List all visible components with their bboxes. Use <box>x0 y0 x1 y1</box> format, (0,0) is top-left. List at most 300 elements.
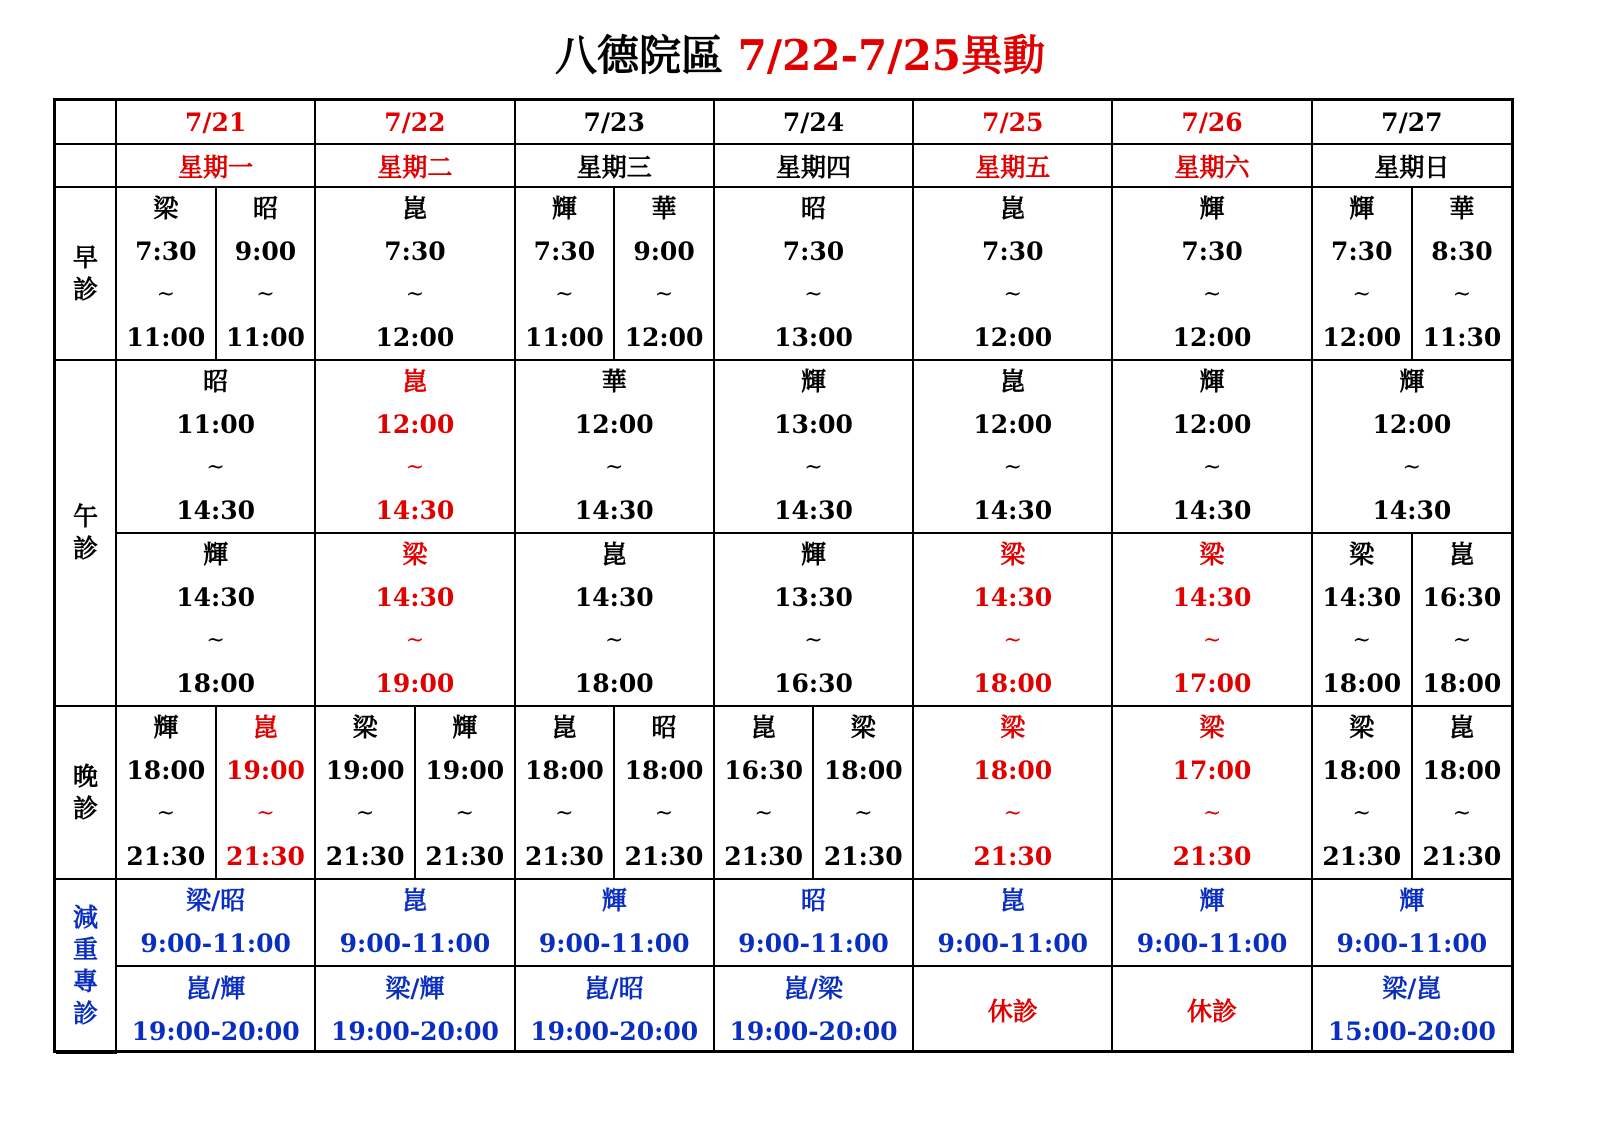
shift-slot <box>1313 361 1511 532</box>
weekday-label: 星期二 <box>377 152 453 182</box>
end-time: 21:30 <box>425 841 505 871</box>
date-cell <box>714 101 913 144</box>
tilde: ~ <box>405 281 425 307</box>
split-cell <box>1313 188 1511 359</box>
time-range: 9:00-11:00 <box>339 928 491 958</box>
split-half <box>1313 707 1411 878</box>
evening-row <box>56 706 1511 879</box>
doctor-name: 昭 <box>651 713 677 743</box>
weekday-row <box>56 144 1511 187</box>
doctor-name: 輝 <box>153 713 179 743</box>
end-time: 14:30 <box>176 495 256 525</box>
shift-slot <box>1413 188 1511 359</box>
end-time: 14:30 <box>375 495 455 525</box>
doctor-name: 輝 <box>1199 886 1225 916</box>
shift-slot <box>715 707 813 878</box>
start-time: 13:00 <box>774 410 853 440</box>
tilde: ~ <box>405 454 425 480</box>
start-time: 7:30 <box>982 237 1044 267</box>
split-half <box>1313 534 1411 705</box>
doctor-name: 輝 <box>1349 194 1375 224</box>
shift-slot <box>914 361 1111 532</box>
end-time: 11:00 <box>226 322 305 352</box>
evening-cell <box>116 706 315 879</box>
evening-cell <box>515 706 714 879</box>
doctor-name: 崑 <box>402 886 428 916</box>
split-half <box>516 707 614 878</box>
end-time: 18:00 <box>1322 668 1402 698</box>
split-cell <box>316 707 513 878</box>
tilde: ~ <box>654 800 674 826</box>
reduce2-cell <box>515 966 714 1053</box>
date-cell <box>1312 101 1511 144</box>
tilde: ~ <box>1003 800 1022 826</box>
afternoon2-cell <box>913 533 1112 706</box>
split-half <box>1411 534 1511 705</box>
doctor-name: 梁 <box>1000 713 1026 743</box>
shift-slot <box>715 534 912 705</box>
end-time: 12:00 <box>375 322 455 352</box>
morning-cell <box>315 187 514 360</box>
end-time: 14:30 <box>1372 495 1452 525</box>
title-highlight: 7/22-7/25異動 <box>737 31 1046 80</box>
afternoon-row-2 <box>56 533 1511 706</box>
start-time: 18:00 <box>1422 756 1502 786</box>
shift-slot <box>1313 534 1411 705</box>
start-time: 12:00 <box>973 410 1053 440</box>
afternoon2-cell <box>714 533 913 706</box>
doctor-name: 梁 <box>850 713 876 743</box>
start-time: 17:00 <box>1172 756 1252 786</box>
start-time: 18:00 <box>126 756 206 786</box>
tilde: ~ <box>854 800 873 826</box>
shift-slot <box>715 361 912 532</box>
split-cell <box>117 707 314 878</box>
doctor-name: 崑 <box>1000 886 1026 916</box>
start-time: 9:00 <box>633 237 695 267</box>
tilde: ~ <box>156 281 176 307</box>
time-range: 19:00-20:00 <box>330 1016 499 1046</box>
start-time: 14:30 <box>1322 583 1402 613</box>
shift-slot <box>217 707 315 878</box>
end-time: 21:30 <box>226 841 305 871</box>
start-time: 7:30 <box>533 237 596 267</box>
reduce1-cell <box>913 879 1112 966</box>
tilde: ~ <box>1202 800 1222 826</box>
end-time: 12:00 <box>973 322 1053 352</box>
doctor-name: 輝 <box>800 540 826 570</box>
closed-label: 休診 <box>987 997 1038 1026</box>
end-time: 14:30 <box>1172 495 1252 525</box>
doctor-name: 梁 <box>153 194 179 224</box>
start-time: 13:30 <box>774 583 853 613</box>
shift-slot <box>117 534 314 705</box>
reduce-slot <box>914 880 1111 965</box>
shift-slot <box>316 534 513 705</box>
tilde: ~ <box>804 281 823 307</box>
tilde: ~ <box>754 800 773 826</box>
start-time: 7:30 <box>384 237 446 267</box>
end-time: 18:00 <box>973 668 1053 698</box>
doctor-name: 梁 <box>402 540 428 570</box>
reduce1-cell <box>1112 879 1311 966</box>
weekday-cell <box>515 144 714 187</box>
doctor-name: 崑 <box>751 713 777 743</box>
end-time: 18:00 <box>1422 668 1502 698</box>
corner-cell <box>56 144 116 187</box>
tilde: ~ <box>804 627 823 653</box>
doctor-name: 昭 <box>203 367 229 397</box>
reduce1-cell <box>714 879 913 966</box>
afternoon-row-1 <box>56 360 1511 533</box>
split-half <box>117 707 215 878</box>
shift-slot <box>516 707 614 878</box>
afternoon2-cell <box>116 533 315 706</box>
end-time: 13:00 <box>774 322 853 352</box>
start-time: 14:30 <box>973 583 1053 613</box>
end-time: 11:00 <box>126 322 206 352</box>
tilde: ~ <box>455 800 474 826</box>
doctor-name: 崑 <box>551 713 577 743</box>
split-half <box>715 707 813 878</box>
tilde: ~ <box>804 454 823 480</box>
start-time: 12:00 <box>1372 410 1452 440</box>
start-time: 14:30 <box>176 583 256 613</box>
doctor-name: 崑 <box>402 367 428 397</box>
end-time: 21:30 <box>524 841 604 871</box>
morning-cell <box>116 187 315 360</box>
doctor-name: 崑 <box>1000 194 1026 224</box>
weekday-label: 星期日 <box>1374 152 1450 182</box>
doctor-name: 華 <box>601 367 627 397</box>
doctor-name: 華 <box>651 194 677 224</box>
weekday-cell <box>116 144 315 187</box>
date-cell <box>913 101 1112 144</box>
split-half <box>516 188 614 359</box>
weekday-cell <box>1112 144 1311 187</box>
end-time: 16:30 <box>774 668 853 698</box>
doctor-name: 崑 <box>1449 540 1475 570</box>
reduce-slot <box>1113 880 1310 965</box>
start-time: 16:30 <box>724 756 804 786</box>
split-half <box>1313 188 1411 359</box>
weekday-label: 星期五 <box>975 152 1051 182</box>
reduce-slot <box>1313 880 1511 965</box>
start-time: 7:30 <box>1181 237 1243 267</box>
afternoon2-cell <box>515 533 714 706</box>
date-label: 7/25 <box>982 107 1044 137</box>
afternoon2-cell <box>1312 533 1511 706</box>
doctor-name: 梁 <box>1349 713 1375 743</box>
split-half <box>1411 707 1511 878</box>
shift-slot <box>1313 188 1411 359</box>
shift-slot <box>316 188 513 359</box>
start-time: 19:00 <box>226 756 305 786</box>
split-half <box>215 188 315 359</box>
end-time: 11:30 <box>1422 322 1502 352</box>
doctor-name: 輝 <box>203 540 229 570</box>
time-range: 9:00-11:00 <box>738 928 889 958</box>
doctor-name: 崑/昭 <box>584 973 644 1003</box>
doctor-name: 輝 <box>1399 367 1425 397</box>
reduce1-cell <box>315 879 514 966</box>
weekday-label: 星期四 <box>775 152 851 182</box>
evening-cell <box>913 706 1112 879</box>
reduce-slot <box>516 880 713 965</box>
time-range: 9:00-11:00 <box>140 928 291 958</box>
time-range: 19:00-20:00 <box>729 1016 898 1046</box>
weekday-label: 星期三 <box>576 152 652 182</box>
doctor-name: 崑 <box>1449 713 1475 743</box>
morning-cell <box>1112 187 1311 360</box>
date-label: 7/27 <box>1381 107 1443 137</box>
doctor-name: 崑/梁 <box>783 973 844 1003</box>
time-range: 9:00-11:00 <box>1336 928 1488 958</box>
weekday-cell <box>1312 144 1511 187</box>
reduce-slot <box>117 880 314 965</box>
title-main: 八德院區 <box>554 31 738 80</box>
afternoon1-cell <box>714 360 913 533</box>
reduce1-cell <box>116 879 315 966</box>
start-time: 9:00 <box>234 237 297 267</box>
reduce2-cell <box>913 966 1112 1053</box>
tilde: ~ <box>1352 281 1371 307</box>
shift-slot <box>914 707 1111 878</box>
corner-cell <box>56 101 116 144</box>
doctor-name: 崑 <box>1000 367 1026 397</box>
doctor-name: 昭 <box>800 886 826 916</box>
start-time: 19:00 <box>325 756 405 786</box>
doctor-name: 崑 <box>402 194 428 224</box>
shift-slot <box>1113 534 1310 705</box>
split-cell <box>516 707 713 878</box>
tilde: ~ <box>256 281 275 307</box>
shift-slot <box>1113 188 1310 359</box>
shift-slot <box>1113 361 1310 532</box>
end-time: 11:00 <box>524 322 604 352</box>
shift-slot <box>117 188 215 359</box>
time-range: 15:00-20:00 <box>1327 1016 1496 1046</box>
end-time: 21:30 <box>1422 841 1502 871</box>
time-range: 19:00-20:00 <box>131 1016 300 1046</box>
doctor-name: 昭 <box>800 194 826 224</box>
reduce-slot <box>316 880 513 965</box>
shift-slot <box>814 707 912 878</box>
tilde: ~ <box>1202 627 1222 653</box>
tilde: ~ <box>1402 454 1422 480</box>
shift-slot <box>516 188 614 359</box>
reduce-slot <box>316 967 513 1053</box>
doctor-name: 梁 <box>1199 540 1225 570</box>
tilde: ~ <box>206 627 225 653</box>
doctor-name: 輝 <box>1399 886 1425 916</box>
afternoon1-cell <box>116 360 315 533</box>
split-half <box>613 188 713 359</box>
evening-cell <box>1312 706 1511 879</box>
shift-slot <box>615 188 713 359</box>
weekday-cell <box>913 144 1112 187</box>
weekday-label: 星期六 <box>1174 152 1250 182</box>
shift-slot <box>516 361 713 532</box>
split-half <box>1411 188 1511 359</box>
row-label-reduce: 減 重 專 診 <box>56 879 116 1053</box>
row-label-afternoon: 午 診 <box>56 360 116 706</box>
start-time: 8:30 <box>1431 237 1493 267</box>
tilde: ~ <box>1452 281 1472 307</box>
evening-cell <box>714 706 913 879</box>
split-half <box>117 188 215 359</box>
shift-slot <box>117 361 314 532</box>
start-time: 12:00 <box>574 410 654 440</box>
afternoon1-cell <box>913 360 1112 533</box>
split-half <box>316 707 414 878</box>
end-time: 12:00 <box>624 322 704 352</box>
split-half <box>215 707 315 878</box>
afternoon2-cell <box>315 533 514 706</box>
date-row <box>56 101 1511 144</box>
row-label-morning: 早 診 <box>56 187 116 360</box>
afternoon1-cell <box>515 360 714 533</box>
start-time: 14:30 <box>375 583 455 613</box>
end-time: 18:00 <box>574 668 654 698</box>
doctor-name: 輝 <box>452 713 478 743</box>
tilde: ~ <box>555 281 574 307</box>
split-cell <box>1313 707 1511 878</box>
date-cell <box>116 101 315 144</box>
end-time: 21:30 <box>325 841 405 871</box>
doctor-name: 崑/輝 <box>186 973 246 1003</box>
tilde: ~ <box>1352 627 1371 653</box>
start-time: 18:00 <box>823 756 903 786</box>
end-time: 21:30 <box>624 841 704 871</box>
shift-slot <box>416 707 514 878</box>
afternoon2-cell <box>1112 533 1311 706</box>
split-cell <box>117 188 314 359</box>
end-time: 21:30 <box>126 841 206 871</box>
tilde: ~ <box>1352 800 1371 826</box>
shift-slot <box>1413 707 1511 878</box>
end-time: 17:00 <box>1172 668 1252 698</box>
tilde: ~ <box>355 800 375 826</box>
tilde: ~ <box>1202 454 1222 480</box>
end-time: 14:30 <box>774 495 853 525</box>
doctor-name: 華 <box>1449 194 1475 224</box>
tilde: ~ <box>1003 281 1022 307</box>
reduce-slot <box>715 967 912 1053</box>
date-label: 7/26 <box>1181 107 1243 137</box>
doctor-name: 輝 <box>551 194 577 224</box>
morning-cell <box>515 187 714 360</box>
tilde: ~ <box>1452 800 1472 826</box>
end-time: 21:30 <box>1172 841 1252 871</box>
weekday-cell <box>315 144 514 187</box>
reduce2-cell <box>315 966 514 1053</box>
morning-cell <box>714 187 913 360</box>
shift-slot <box>1313 707 1411 878</box>
shift-slot <box>516 534 713 705</box>
date-label: 7/24 <box>782 107 845 137</box>
tilde: ~ <box>156 800 176 826</box>
tilde: ~ <box>206 454 225 480</box>
split-cell <box>516 188 713 359</box>
time-range: 9:00-11:00 <box>538 928 690 958</box>
split-cell <box>1313 534 1511 705</box>
shift-slot <box>316 707 414 878</box>
shift-slot <box>316 361 513 532</box>
row-label-evening: 晚 診 <box>56 706 116 879</box>
morning-row <box>56 187 1511 360</box>
reduce2-cell <box>1312 966 1511 1053</box>
split-half <box>812 707 912 878</box>
end-time: 21:30 <box>1322 841 1402 871</box>
date-cell <box>1112 101 1311 144</box>
start-time: 18:00 <box>524 756 604 786</box>
shift-slot <box>715 188 912 359</box>
closed-label: 休診 <box>1187 997 1238 1026</box>
tilde: ~ <box>1003 627 1022 653</box>
tilde: ~ <box>604 454 624 480</box>
start-time: 18:00 <box>1322 756 1402 786</box>
end-time: 18:00 <box>176 668 256 698</box>
date-cell <box>315 101 514 144</box>
start-time: 16:30 <box>1422 583 1502 613</box>
tilde: ~ <box>555 800 574 826</box>
date-label: 7/22 <box>384 107 446 137</box>
doctor-name: 崑 <box>601 540 627 570</box>
start-time: 7:30 <box>1331 237 1393 267</box>
split-half <box>613 707 713 878</box>
start-time: 14:30 <box>574 583 654 613</box>
reduce-row-2 <box>56 966 1511 1053</box>
shift-slot <box>1413 534 1511 705</box>
afternoon1-cell <box>1312 360 1511 533</box>
reduce2-cell <box>714 966 913 1053</box>
tilde: ~ <box>256 800 275 826</box>
reduce2-cell <box>1112 966 1311 1053</box>
end-time: 21:30 <box>823 841 903 871</box>
date-label: 7/23 <box>583 107 645 137</box>
end-time: 12:00 <box>1322 322 1402 352</box>
shift-slot <box>217 188 315 359</box>
tilde: ~ <box>405 627 425 653</box>
date-cell <box>515 101 714 144</box>
end-time: 21:30 <box>973 841 1053 871</box>
tilde: ~ <box>1202 281 1222 307</box>
start-time: 19:00 <box>425 756 505 786</box>
reduce1-cell <box>1312 879 1511 966</box>
date-label: 7/21 <box>184 107 247 137</box>
shift-slot <box>914 188 1111 359</box>
start-time: 12:00 <box>1172 410 1252 440</box>
doctor-name: 梁/崑 <box>1382 973 1442 1003</box>
reduce-slot <box>715 880 912 965</box>
shift-slot <box>914 534 1111 705</box>
reduce1-cell <box>515 879 714 966</box>
weekday-label: 星期一 <box>178 152 254 182</box>
evening-cell <box>315 706 514 879</box>
reduce2-cell <box>116 966 315 1053</box>
evening-cell <box>1112 706 1311 879</box>
start-time: 18:00 <box>624 756 704 786</box>
start-time: 7:30 <box>782 237 845 267</box>
end-time: 14:30 <box>973 495 1053 525</box>
doctor-name: 梁 <box>1349 540 1375 570</box>
end-time: 12:00 <box>1172 322 1252 352</box>
tilde: ~ <box>1003 454 1022 480</box>
doctor-name: 輝 <box>800 367 826 397</box>
time-range: 9:00-11:00 <box>937 928 1089 958</box>
split-half <box>414 707 514 878</box>
